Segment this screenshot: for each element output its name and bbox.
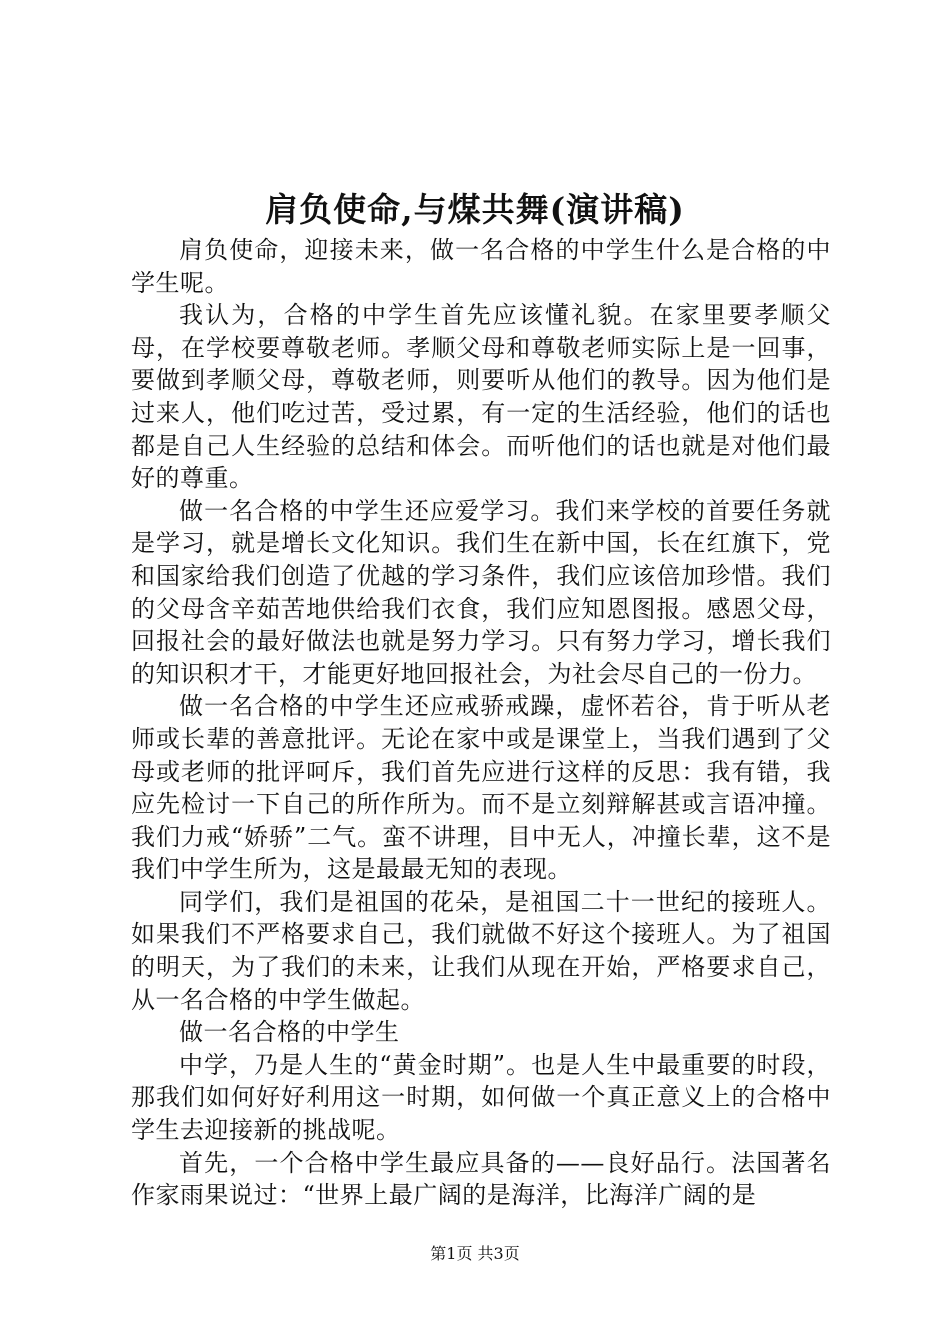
paragraph: 做一名合格的中学生还应爱学习。我们来学校的首要任务就是学习，就是增长文化知识。我们生在新中国，长在红旗下，党和国家给我们创造了优越的学习条件，我们应该倍加珍惜。我们的父母含辛茹苦地供给我们衣食，我们应知恩图报。感恩父母，回报社会的最好做法也就是努力学习。只有努力学习，增长我们的知识积才干，才能更好地回报社会，为社会尽自己的一份力。 — [131, 496, 831, 688]
paragraph: 首先，一个合格中学生最应具备的——良好品行。法国著名作家雨果说过：“世界上最广阔的是海洋，比海洋广阔的是 — [131, 1148, 831, 1210]
document-body — [131, 234, 831, 1212]
paragraph: 中学，乃是人生的“黄金时期”。也是人生中最重要的时段，那我们如何好好利用这一时期，如何做一个真正意义上的合格中学生去迎接新的挑战呢。 — [131, 1050, 831, 1145]
section-heading: 做一名合格的中学生 — [179, 1018, 400, 1047]
document-title: 肩负使命,与煤共舞(演讲稿) — [265, 190, 685, 229]
paragraph: 我认为，合格的中学生首先应该懂礼貌。在家里要孝顺父母，在学校要尊敬老师。孝顺父母和尊敬老师实际上是一回事，要做到孝顺父母，尊敬老师，则要听从他们的教导。因为他们是过来人，他们吃过苦，受过累，有一定的生活经验，他们的话也都是自己人生经验的总结和体会。而听他们的话也就是对他们最好的尊重。 — [131, 301, 831, 493]
paragraph: 同学们，我们是祖国的花朵，是祖国二十一世纪的接班人。如果我们不严格要求自己，我们就做不好这个接班人。为了祖国的明天，为了我们的未来，让我们从现在开始，严格要求自己，从一名合格的中学生做起。 — [131, 887, 831, 1014]
paragraph: 肩负使命，迎接未来，做一名合格的中学生什么是合格的中学生呢。 — [131, 236, 831, 297]
page-number-footer: 第1页 共3页 — [430, 1244, 520, 1263]
paragraph: 做一名合格的中学生还应戒骄戒躁，虚怀若谷，肯于听从老师或长辈的善意批评。无论在家中或是课堂上，当我们遇到了父母或老师的批评呵斥，我们首先应进行这样的反思：我有错，我应先检讨一下自己的所作所为。而不是立刻辩解甚或言语冲撞。我们力戒“娇骄”二气。蛮不讲理，目中无人，冲撞长辈，这不是我们中学生所为，这是最最无知的表现。 — [131, 692, 831, 884]
